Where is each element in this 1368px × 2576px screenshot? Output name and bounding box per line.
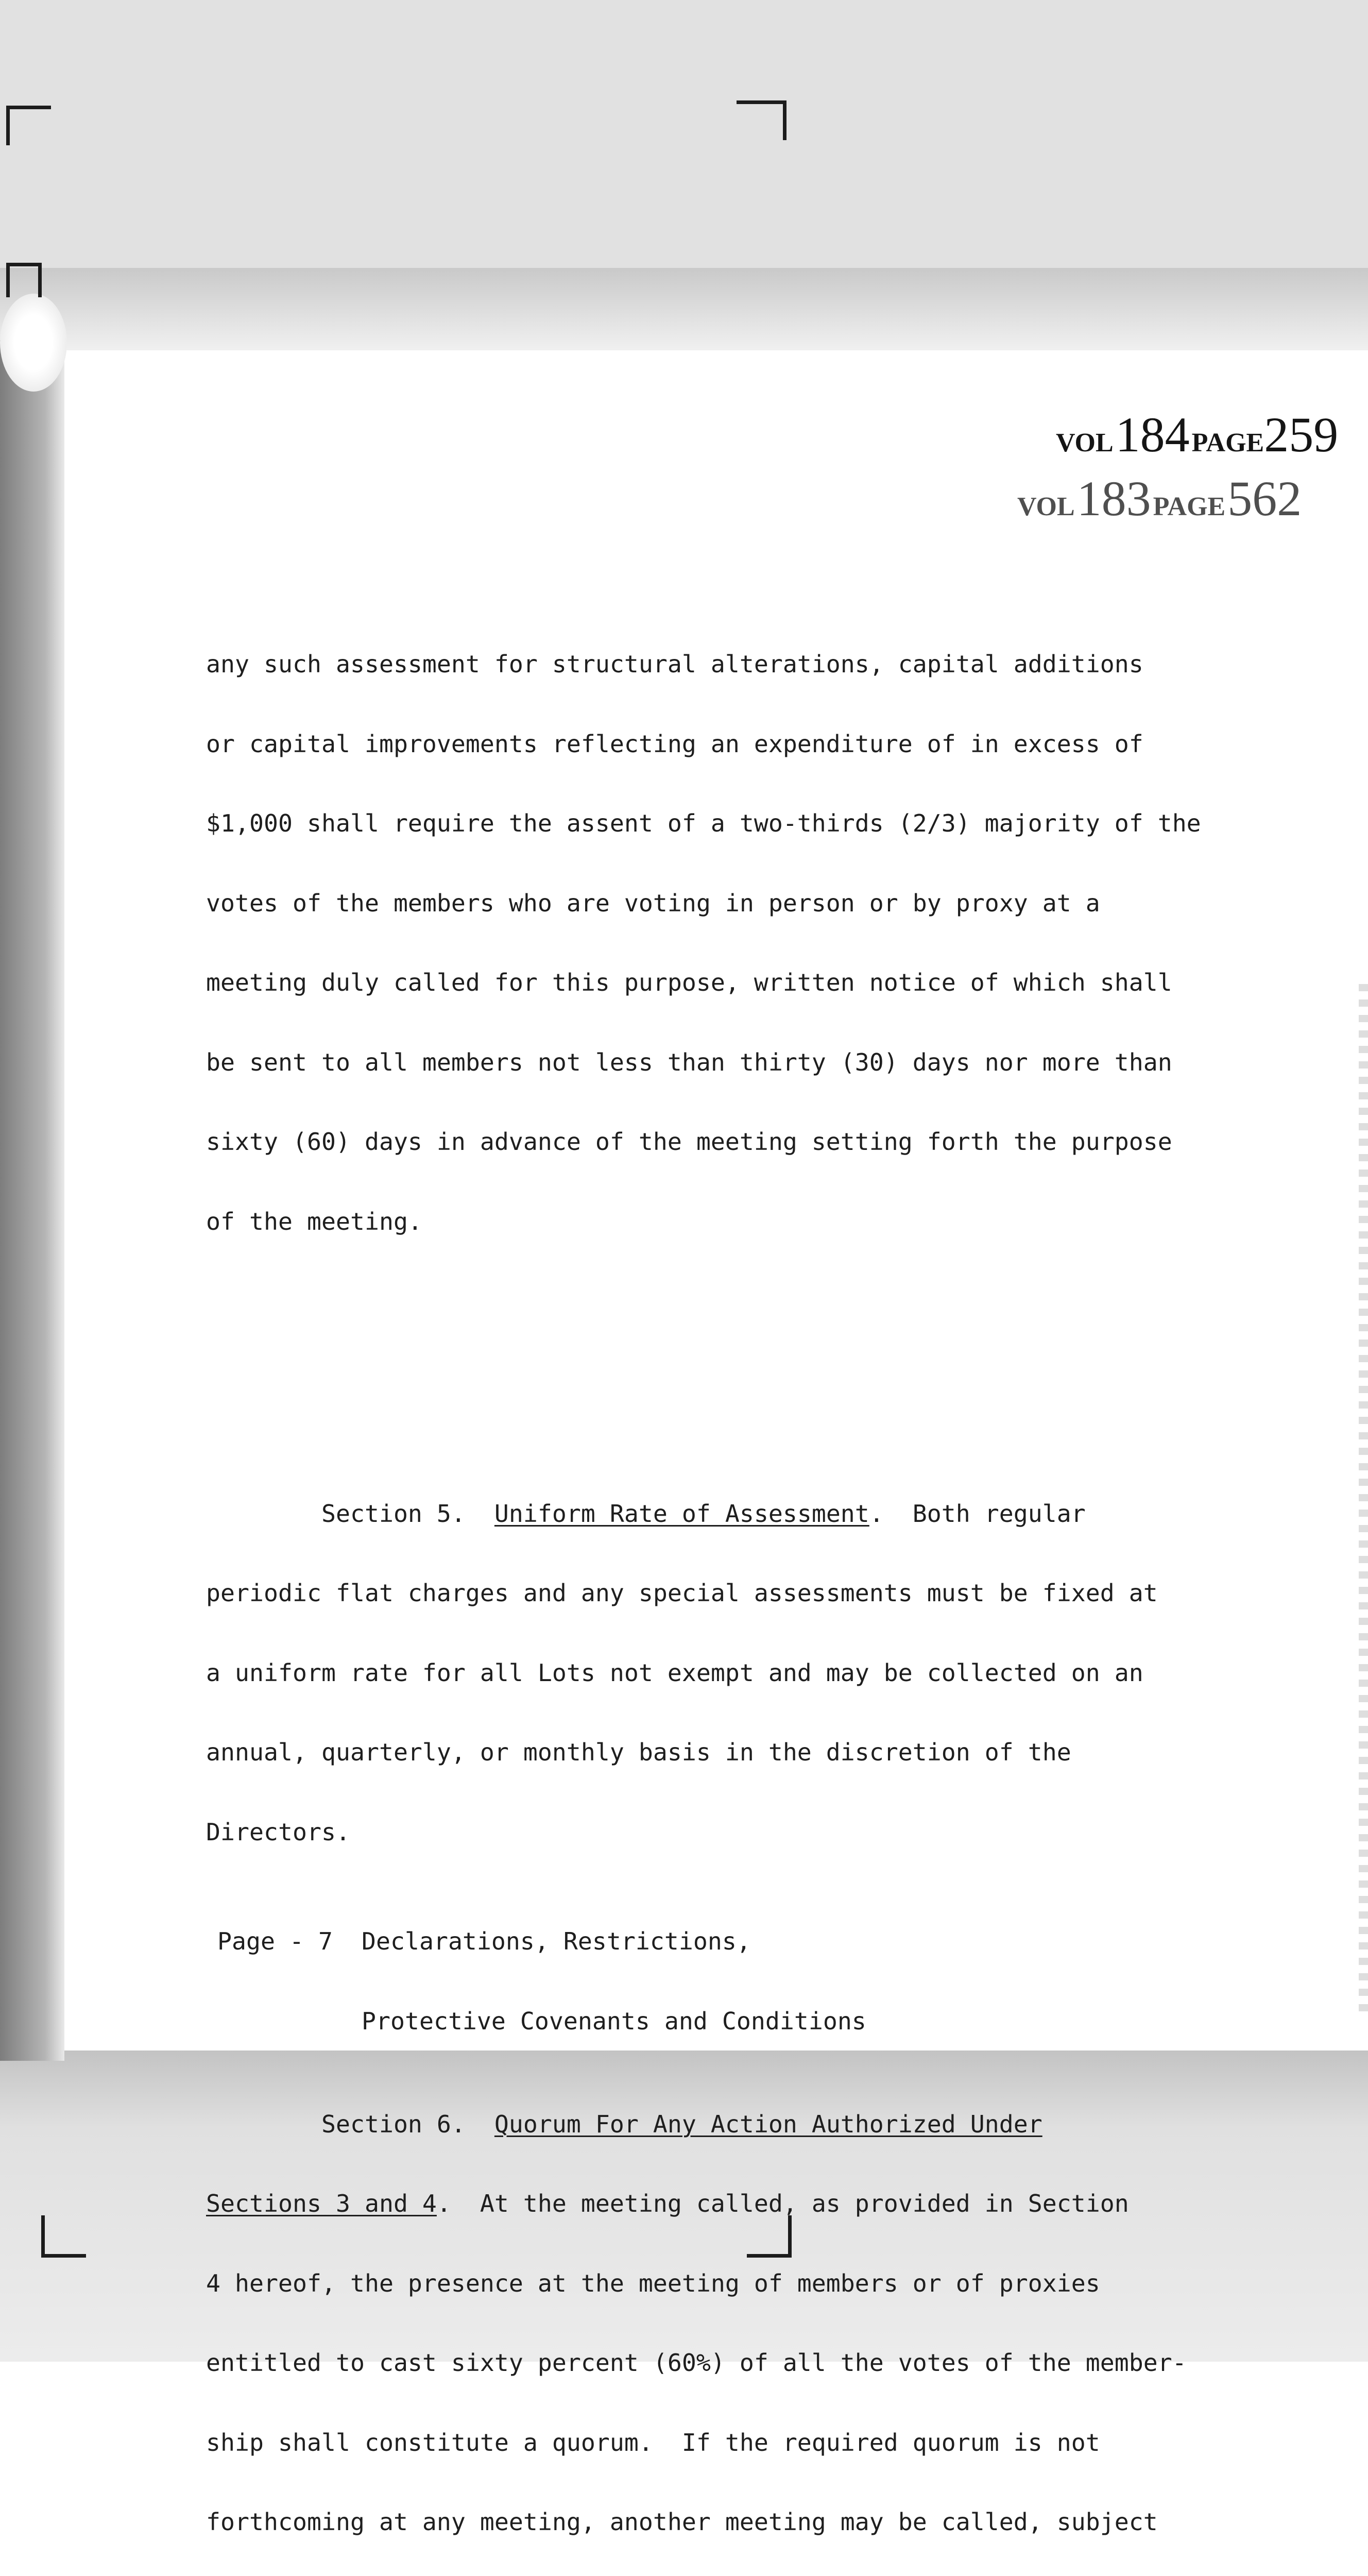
punch-hole	[0, 294, 67, 392]
old-vol-label: VOL	[1017, 492, 1075, 521]
section-title: Uniform Rate of Assessment	[494, 1500, 869, 1528]
margin-rule	[1359, 984, 1368, 2014]
page-footer	[217, 1875, 866, 2088]
text-line: $1,000 shall require the assent of a two-thirds (2/3) majority of the	[206, 810, 1329, 837]
footer-title-line-1: Declarations, Restrictions,	[362, 1927, 751, 1955]
text-line: sixty (60) days in advance of the meeting setting forth the purpose	[206, 1129, 1329, 1156]
old-page-number: 562	[1227, 471, 1302, 526]
crop-mark-top-left	[6, 106, 51, 145]
scan-shadow-left	[0, 340, 64, 2061]
footer-line-1	[217, 1928, 866, 1955]
text-line: any such assessment for structural alterations, capital additions	[206, 651, 1329, 678]
section-heading-line	[206, 2111, 1329, 2138]
page-label: PAGE	[1192, 428, 1264, 457]
section-number: Section 6.	[206, 2110, 494, 2138]
text-line: be sent to all members not less than thirty (30) days nor more than	[206, 1049, 1329, 1076]
text-line: meeting duly called for this purpose, written notice of which shall	[206, 970, 1329, 996]
old-page-label: PAGE	[1153, 492, 1226, 521]
crop-mark-top-center	[737, 100, 786, 140]
volume-page-stamp	[1056, 406, 1338, 463]
section-heading-line-2	[206, 2191, 1329, 2217]
section-title-cont: Sections 3 and 4	[206, 2190, 437, 2217]
text-line: periodic flat charges and any special assessments must be fixed at	[206, 1580, 1329, 1607]
document-body	[206, 545, 1329, 2576]
vol-label: VOL	[1056, 428, 1114, 457]
text-line: 4 hereof, the presence at the meeting of members or of proxies	[206, 2270, 1329, 2297]
text-line: of the meeting.	[206, 1209, 1329, 1235]
section-heading-line	[206, 1501, 1329, 1528]
text-line: entitled to cast sixty percent (60%) of all the votes of the member-	[206, 2350, 1329, 2377]
old-vol-number: 183	[1077, 471, 1151, 526]
old-volume-page-stamp	[1017, 470, 1302, 527]
text-run: . Both regular	[869, 1500, 1086, 1528]
text-run: . At the meeting called, as provided in Section	[437, 2190, 1129, 2217]
vol-number: 184	[1116, 407, 1190, 462]
crop-mark-left-notch	[6, 263, 42, 297]
crop-mark-bottom-left	[41, 2215, 86, 2258]
text-line: a uniform rate for all Lots not exempt and may be collected on an	[206, 1660, 1329, 1687]
text-line: or capital improvements reflecting an expenditure of in excess of	[206, 731, 1329, 758]
section-5	[206, 1448, 1329, 1899]
footer-page-label: Page - 7	[217, 1927, 333, 1955]
page-number: 259	[1264, 407, 1338, 462]
section-6	[206, 2058, 1329, 2576]
text-line: annual, quarterly, or monthly basis in the discretion of the	[206, 1739, 1329, 1766]
footer-title-line-2: Protective Covenants and Conditions	[362, 2007, 866, 2035]
intro-paragraph	[206, 598, 1329, 1288]
text-line: forthcoming at any meeting, another meeting may be called, subject	[206, 2509, 1329, 2536]
footer-line-2	[217, 2008, 866, 2035]
text-line: Directors.	[206, 1819, 1329, 1846]
text-line: votes of the members who are voting in person or by proxy at a	[206, 890, 1329, 917]
section-title: Quorum For Any Action Authorized Under	[494, 2110, 1042, 2138]
section-number: Section 5.	[206, 1500, 494, 1528]
scan-shadow-top-fade	[0, 268, 1368, 355]
text-line: ship shall constitute a quorum. If the required quorum is not	[206, 2430, 1329, 2456]
